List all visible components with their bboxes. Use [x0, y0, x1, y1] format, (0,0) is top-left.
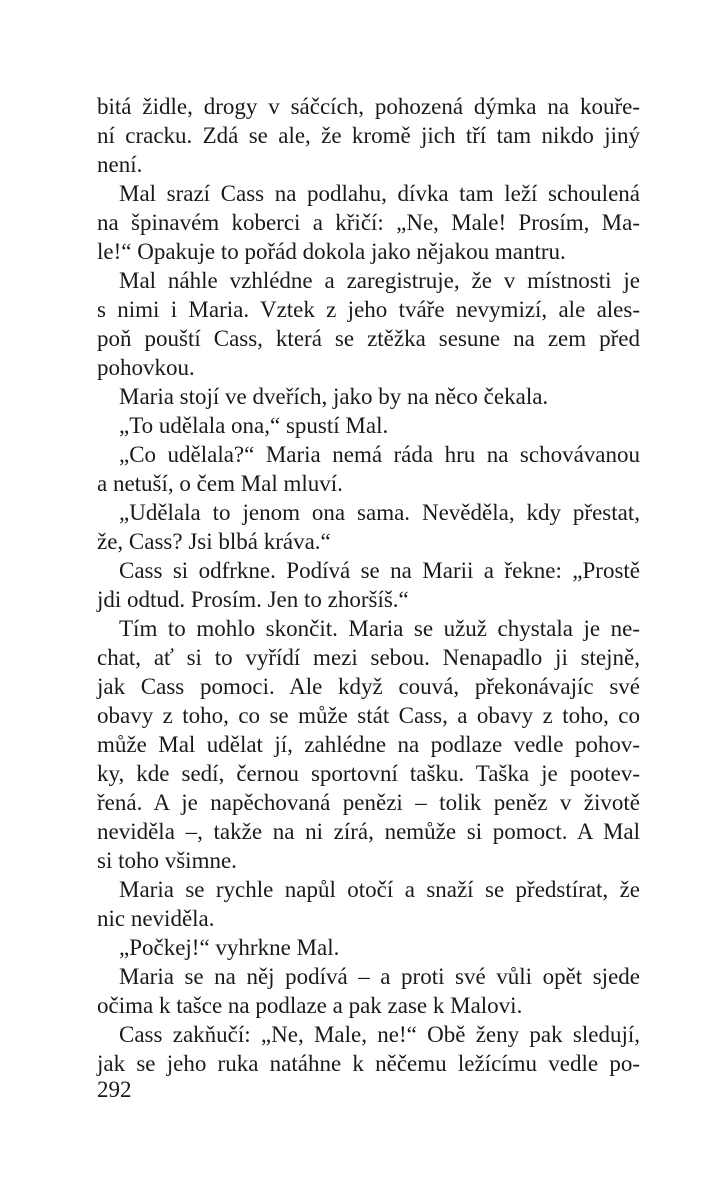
text-line: jak Cass pomoci. Ale když couvá, překonávajíc své [97, 674, 640, 699]
text-line: le!“ Opakuje to pořád dokola jako nějakou mantru. [97, 239, 566, 264]
text-line: Maria stojí ve dveřích, jako by na něco čekala. [119, 384, 549, 409]
text-line: „To udělala ona,“ spustí Mal. [119, 413, 389, 438]
paragraph [97, 498, 640, 556]
paragraph [97, 614, 640, 875]
text-line: očima k tašce na podlaze a pak zase k Malovi. [97, 993, 523, 1018]
text-line: chat, ať si to vyřídí mezi sebou. Nenapadlo ji stejně, [97, 645, 640, 670]
text-line: jdi odtud. Prosím. Jen to zhoršíš.“ [97, 587, 409, 612]
text-line: obavy z toho, co se může stát Cass, a obavy z toho, co [97, 703, 640, 728]
text-line: ní cracku. Zdá se ale, že kromě jich tří tam nikdo jiný [97, 123, 640, 148]
text-line: může Mal udělat jí, zahlédne na podlaze vedle pohov- [97, 732, 640, 757]
text-line: Mal náhle vzhlédne a zaregistruje, že v místnosti je [119, 268, 640, 293]
text-line: Cass zakňučí: „Ne, Male, ne!“ Obě ženy pak sledují, [119, 1022, 640, 1047]
text-line: a netuší, o čem Mal mluví. [97, 471, 343, 496]
text-line: jak se jeho ruka natáhne k něčemu ležícímu vedle po- [97, 1051, 640, 1076]
text-line: pohovkou. [97, 355, 195, 380]
paragraph [97, 1020, 640, 1078]
paragraph [97, 382, 640, 411]
paragraph [97, 875, 640, 933]
paragraph [97, 266, 640, 382]
text-line: si toho všimne. [97, 848, 237, 873]
text-line: neviděla –, takže na ni zírá, nemůže si pomoct. A Mal [97, 819, 640, 844]
text-line: není. [97, 152, 143, 177]
text-line: „Co udělala?“ Maria nemá ráda hru na schovávanou [119, 442, 640, 467]
text-line: ky, kde sedí, černou sportovní tašku. Taška je pootev- [97, 761, 640, 786]
text-line: že, Cass? Jsi blbá kráva.“ [97, 529, 331, 554]
paragraph [97, 962, 640, 1020]
paragraph [97, 556, 640, 614]
paragraph [97, 179, 640, 266]
text-line: Maria se na něj podívá – a proti své vůli opět sjede [119, 964, 640, 989]
text-line: Maria se rychle napůl otočí a snaží se předstírat, že [119, 877, 640, 902]
text-line: Mal srazí Cass na podlahu, dívka tam leží schoulená [119, 181, 640, 206]
paragraph [97, 933, 640, 962]
text-line: nic neviděla. [97, 906, 215, 931]
text-line: s nimi i Maria. Vztek z jeho tváře nevymizí, ale ales- [97, 297, 640, 322]
text-line: na špinavém koberci a křičí: „Ne, Male! Prosím, Ma- [97, 210, 640, 235]
body-text [97, 92, 640, 1078]
page-number: 292 [97, 1077, 132, 1102]
text-line: řená. A je napěchovaná penězi – tolik peněz v životě [97, 790, 640, 815]
paragraph [97, 411, 640, 440]
text-line: „Počkej!“ vyhrkne Mal. [119, 935, 340, 960]
text-line: Tím to mohlo skončit. Maria se užuž chystala je ne- [119, 616, 640, 641]
paragraph [97, 440, 640, 498]
paragraph [97, 92, 640, 179]
text-line: bitá židle, drogy v sáčcích, pohozená dýmka na kouře- [97, 94, 640, 119]
text-line: Cass si odfrkne. Podívá se na Marii a řekne: „Prostě [119, 558, 640, 583]
text-line: „Udělala to jenom ona sama. Nevěděla, kdy přestat, [119, 500, 640, 525]
text-line: poň pouští Cass, která se ztěžka sesune na zem před [97, 326, 640, 351]
